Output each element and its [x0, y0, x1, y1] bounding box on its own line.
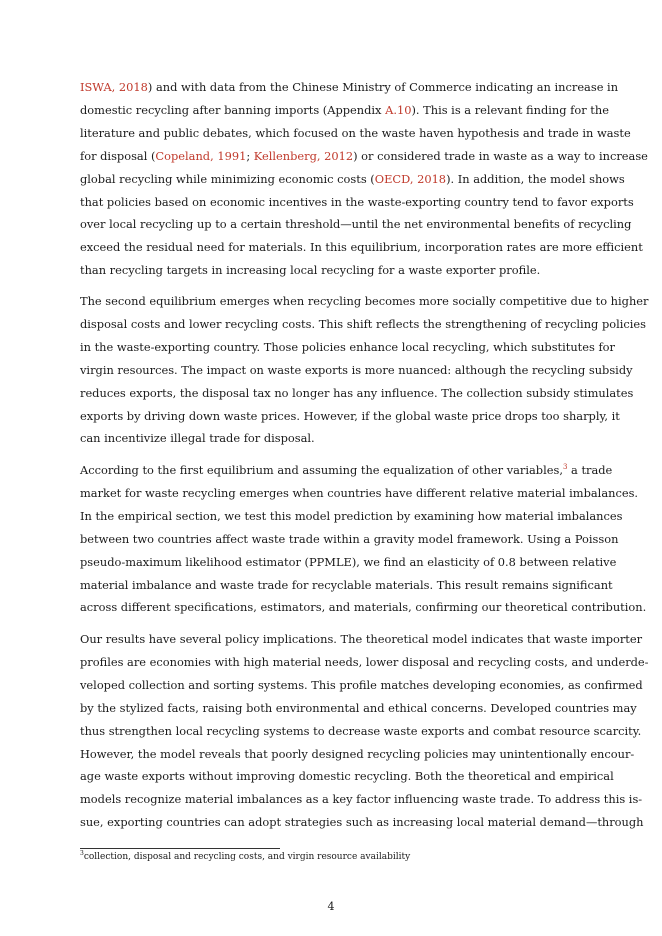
text-run: ) and with data from the Chinese Ministry of Commerce indicating an increase in	[147, 80, 619, 94]
text-line	[80, 217, 632, 232]
text-line	[80, 815, 644, 830]
text-run: Our results have several policy implications. The theoretical model indicates that waste importer	[80, 632, 643, 646]
citation-link[interactable]: OECD, 2018	[374, 171, 447, 186]
text-run: ) or considered trade in waste as a way to increase	[353, 148, 648, 163]
text-line	[80, 632, 643, 646]
text-line	[80, 554, 617, 569]
text-run: across different specifications, estimators, and materials, confirming our theoretical contribution.	[80, 600, 647, 615]
footnote-text: collection, disposal and recycling costs, and virgin resource availability	[83, 852, 411, 862]
text-run: However, the model reveals that poorly designed recycling policies may unintentionally encour-	[80, 746, 635, 761]
text-run: The second equilibrium emerges when recycling becomes more socially competitive due to higher	[80, 294, 649, 308]
footnote-mark: 3	[80, 850, 84, 857]
text-line	[80, 600, 647, 615]
text-line	[80, 485, 639, 500]
text-run: global recycling while minimizing economic costs (	[80, 171, 375, 186]
text-line	[80, 508, 623, 523]
text-run: According to the first equilibrium and assuming the equalization of other variables,	[80, 463, 563, 477]
citation-link[interactable]: A.10	[385, 102, 412, 117]
text-run: that policies based on economic incentives in the waste-exporting country tend to favor exports	[80, 194, 634, 209]
text-line	[80, 263, 582, 277]
text-run: ). This is a relevant finding for the	[411, 102, 609, 117]
text-run: market for waste recycling emerges when countries have different relative material imbalances.	[80, 485, 639, 500]
page-number: 4	[327, 900, 335, 913]
text-line	[80, 769, 614, 784]
text-line	[80, 148, 648, 163]
citation-link[interactable]: Copeland, 1991	[155, 148, 247, 163]
text-run: age waste exports without improving domestic recycling. Both the theoretical and empirical	[80, 769, 614, 784]
text-line	[80, 102, 609, 117]
text-line	[80, 792, 643, 807]
text-line	[80, 677, 643, 692]
text-line	[80, 746, 635, 761]
text-line	[80, 723, 642, 738]
text-line	[80, 316, 646, 331]
text-run: exceed the residual need for materials. In this equilibrium, incorporation rates are more efficient	[80, 240, 643, 255]
text-run: sue, exporting countries can adopt strategies such as increasing local material demand—through	[80, 815, 644, 830]
text-run: profiles are economies with high material needs, lower disposal and recycling costs, and underde-	[80, 654, 649, 669]
text-run: over local recycling up to a certain threshold—until the net environmental benefits of recycling	[80, 217, 632, 232]
text-line	[80, 240, 643, 255]
text-line	[80, 577, 613, 592]
citation-link[interactable]: ISWA, 2018	[80, 80, 148, 94]
text-run: virgin resources. The impact on waste exports is more nuanced: although the recycling subsidy	[80, 362, 633, 377]
text-line	[80, 700, 637, 715]
text-run: pseudo-maximum likelihood estimator (PPMLE), we find an elasticity of 0.8 between relative	[80, 554, 617, 569]
text-run: thus strengthen local recycling systems to decrease waste exports and combat resource scarcity.	[80, 723, 642, 738]
text-run: literature and public debates, which focused on the waste haven hypothesis and trade in waste	[80, 125, 631, 140]
text-line	[80, 194, 634, 209]
text-run: disposal costs and lower recycling costs. This shift reflects the strengthening of recycling policies	[80, 316, 646, 331]
text-run: by the stylized facts, raising both environmental and ethical concerns. Developed countries may	[80, 700, 637, 715]
text-line	[80, 339, 615, 354]
text-run: can incentivize illegal trade for disposal.	[80, 431, 315, 446]
citation-link[interactable]: Kellenberg, 2012	[253, 148, 354, 163]
text-run: models recognize material imbalances as a key factor influencing waste trade. To address this is-	[80, 792, 643, 807]
text-line	[80, 463, 613, 477]
text-run: for disposal (	[80, 148, 156, 163]
text-line	[80, 294, 649, 308]
text-run: domestic recycling after banning imports (Appendix	[80, 102, 386, 117]
text-line	[80, 531, 619, 546]
text-run: between two countries affect waste trade within a gravity model framework. Using a Poisson	[80, 531, 619, 546]
footnote	[80, 851, 410, 863]
text-run: than recycling targets in increasing local recycling for a waste exporter profile.	[80, 263, 541, 278]
text-run: reduces exports, the disposal tax no longer has any influence. The collection subsidy stimulates	[80, 385, 634, 400]
text-line	[80, 431, 582, 445]
text-run: In the empirical section, we test this model prediction by examining how material imbalances	[80, 508, 623, 523]
text-run: ;	[246, 148, 254, 163]
text-run: material imbalance and waste trade for recyclable materials. This result remains significant	[80, 577, 613, 592]
text-line	[80, 80, 619, 94]
text-line	[80, 171, 625, 186]
text-run: in the waste-exporting country. Those policies enhance local recycling, which substitutes for	[80, 339, 615, 354]
text-line	[80, 385, 634, 400]
text-line	[80, 408, 620, 423]
footnote-ref[interactable]: 3	[562, 463, 568, 471]
footnote-rule	[80, 848, 280, 849]
text-run: veloped collection and sorting systems. This profile matches developing economies, as confirmed	[80, 677, 643, 692]
text-run: exports by driving down waste prices. However, if the global waste price drops too sharply, it	[80, 408, 620, 423]
text-run: ). In addition, the model shows	[446, 171, 625, 186]
text-line	[80, 125, 631, 140]
text-line	[80, 654, 649, 669]
text-run: a trade	[567, 463, 613, 477]
text-line	[80, 362, 633, 377]
